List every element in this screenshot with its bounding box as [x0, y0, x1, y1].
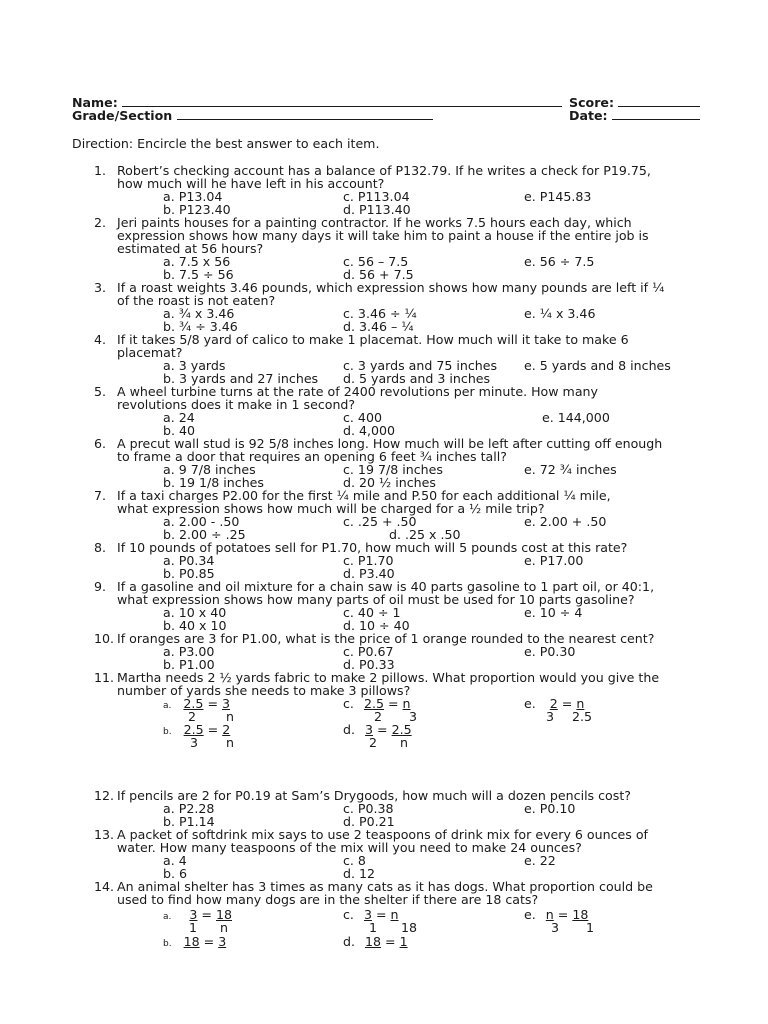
question-text: If a taxi charges P2.00 for the first ¼ mile and P.50 for each additional ¼ mile, — [117, 488, 611, 503]
option-e[interactable]: e. 22 — [524, 853, 556, 868]
question-text: what expression shows how much will be charged for a ½ mile trip? — [117, 501, 545, 516]
numerator: n — [390, 907, 399, 922]
date-label: Date: — [569, 108, 608, 123]
option-letter: c. — [343, 696, 354, 711]
option-d[interactable]: d. 3.46 – ¼ — [343, 319, 414, 334]
score-label: Score: — [569, 95, 614, 110]
equals-sign: = — [203, 722, 223, 737]
denominator: 2 — [374, 709, 383, 724]
equals-sign: = — [381, 934, 400, 949]
option-a[interactable]: a. 3 yards — [163, 358, 226, 373]
option-d[interactable]: d. 12 — [343, 866, 376, 881]
option-a[interactable]: a. 7.5 x 56 — [163, 254, 231, 269]
name-blank[interactable] — [122, 96, 562, 107]
question-number: 1. — [94, 163, 107, 178]
option-b[interactable]: b. P0.85 — [163, 566, 215, 581]
denominator: 3 — [190, 735, 199, 750]
option-d[interactable]: d. 4,000 — [343, 423, 396, 438]
option-e[interactable]: e. P0.10 — [524, 801, 576, 816]
denominator: 2 — [188, 709, 197, 724]
option-d[interactable]: d. 10 ÷ 40 — [343, 618, 410, 633]
option-a[interactable]: a. ¾ x 3.46 — [163, 306, 235, 321]
option-b[interactable]: b. P123.40 — [163, 202, 231, 217]
denominator: 1 — [189, 920, 198, 935]
question-text: what expression shows how many parts of oil must be used for 10 parts gasoline? — [117, 592, 635, 607]
question-text: Robert’s checking account has a balance of P132.79. If he writes a check for P19.75, — [117, 163, 651, 178]
option-a[interactable]: a. P2.28 — [163, 801, 215, 816]
numerator: 2.5 — [363, 696, 384, 711]
grade-section-field[interactable] — [72, 109, 433, 122]
option-letter: e. — [524, 696, 536, 711]
denominator: 1 — [586, 920, 595, 935]
question-text: number of yards she needs to make 3 pillows? — [117, 683, 411, 698]
question-number: 6. — [94, 436, 107, 451]
option-a[interactable]: a. 4 — [163, 853, 187, 868]
denominator: n — [220, 920, 228, 935]
option-c[interactable]: c. 400 — [343, 410, 382, 425]
option-c[interactable]: c. 40 ÷ 1 — [343, 605, 401, 620]
question-number: 2. — [94, 215, 107, 230]
option-letter: c. — [343, 907, 354, 922]
denominator: 3 — [551, 920, 560, 935]
equals-sign: = — [371, 907, 391, 922]
option-b[interactable] — [163, 935, 226, 951]
option-letter: a. — [163, 701, 172, 711]
option-d[interactable]: d. 5 yards and 3 inches — [343, 371, 491, 386]
option-c[interactable]: c. P0.38 — [343, 801, 394, 816]
option-b[interactable]: b. 2.00 ÷ .25 — [163, 527, 246, 542]
option-b[interactable]: b. 7.5 ÷ 56 — [163, 267, 234, 282]
denominator: 2 — [369, 735, 378, 750]
question-number: 7. — [94, 488, 107, 503]
question-text: revolutions does it make in 1 second? — [117, 397, 356, 412]
denominator: 2.5 — [572, 709, 593, 724]
option-b[interactable]: b. 40 x 10 — [163, 618, 227, 633]
denominator: 18 — [401, 920, 418, 935]
numerator: 2.5 — [391, 722, 412, 737]
option-c[interactable]: c. 19 7/8 inches — [343, 462, 443, 477]
denominator: 3 — [546, 709, 555, 724]
option-d[interactable] — [343, 935, 408, 948]
numerator: 2 — [549, 696, 558, 711]
equals-sign: = — [373, 722, 392, 737]
question-number: 11. — [94, 670, 115, 685]
name-label: Name: — [72, 95, 118, 110]
question-text: If 10 pounds of potatoes sell for P1.70, how much will 5 pounds cost at this rate? — [117, 540, 628, 555]
option-e[interactable]: e. 72 ¾ inches — [524, 462, 617, 477]
option-a[interactable]: a. P0.34 — [163, 553, 215, 568]
option-b[interactable]: b. P1.00 — [163, 657, 215, 672]
option-e[interactable]: e. P0.30 — [524, 644, 576, 659]
option-d[interactable]: d. P0.33 — [343, 657, 395, 672]
numerator: 18 — [365, 934, 382, 949]
direction-text: Direction: Encircle the best answer to each item. — [72, 136, 380, 151]
question-number: 3. — [94, 280, 107, 295]
numerator: 18 — [183, 934, 200, 949]
question-text: Jeri paints houses for a painting contractor. If he works 7.5 hours each day, which — [117, 215, 632, 230]
question-text: used to find how many dogs are in the shelter if there are 18 cats? — [117, 892, 539, 907]
option-letter: a. — [163, 912, 172, 922]
option-b[interactable]: b. 6 — [163, 866, 188, 881]
option-letter: d. — [343, 722, 355, 737]
question-text: placemat? — [117, 345, 183, 360]
question-text: If a gasoline and oil mixture for a chain saw is 40 parts gasoline to 1 part oil, or 40:1, — [117, 579, 655, 594]
date-blank[interactable] — [612, 109, 700, 120]
option-c[interactable]: c. P0.67 — [343, 644, 394, 659]
option-e[interactable]: e. ¼ x 3.46 — [524, 306, 596, 321]
question-text: A packet of softdrink mix says to use 2 teaspoons of drink mix for every 6 ounces of — [117, 827, 648, 842]
question-text: expression shows how many days it will take him to paint a house if the entire job is — [117, 228, 649, 243]
question-text: If pencils are 2 for P0.19 at Sam’s Drygoods, how much will a dozen pencils cost? — [117, 788, 631, 803]
equals-sign: = — [199, 934, 219, 949]
option-b[interactable]: b. 40 — [163, 423, 196, 438]
option-a[interactable]: a. P13.04 — [163, 189, 223, 204]
option-c[interactable]: c. 8 — [343, 853, 366, 868]
numerator: 3 — [218, 934, 227, 949]
equals-sign: = — [203, 696, 222, 711]
option-e[interactable]: e. 5 yards and 8 inches — [524, 358, 671, 373]
score-blank[interactable] — [618, 96, 700, 107]
date-field[interactable] — [569, 109, 700, 122]
numerator: n — [402, 696, 411, 711]
option-c[interactable]: c. P113.04 — [343, 189, 410, 204]
option-e[interactable]: e. 2.00 + .50 — [524, 514, 607, 529]
option-c[interactable]: c. P1.70 — [343, 553, 394, 568]
option-c[interactable]: c. 56 – 7.5 — [343, 254, 409, 269]
denominator: 3 — [409, 709, 418, 724]
option-a[interactable]: a. 2.00 - .50 — [163, 514, 240, 529]
numerator: 3 — [222, 696, 231, 711]
numerator: 2.5 — [183, 696, 204, 711]
equals-sign: = — [383, 696, 403, 711]
question-number: 10. — [94, 631, 115, 646]
option-b[interactable]: b. 19 1/8 inches — [163, 475, 264, 490]
option-d[interactable]: d. 56 + 7.5 — [343, 267, 414, 282]
question-text: A precut wall stud is 92 5/8 inches long. How much will be left after cutting off enough — [117, 436, 663, 451]
question-text: Martha needs 2 ½ yards fabric to make 2 pillows. What proportion would you give the — [117, 670, 660, 685]
numerator: 3 — [365, 722, 374, 737]
question-text: of the roast is not eaten? — [117, 293, 276, 308]
denominator: n — [226, 709, 234, 724]
numerator: 2.5 — [183, 722, 204, 737]
denominator: n — [400, 735, 408, 750]
option-d[interactable]: d. P113.40 — [343, 202, 411, 217]
option-e[interactable]: e. 144,000 — [542, 410, 610, 425]
option-d[interactable]: d. .25 x .50 — [389, 527, 461, 542]
question-number: 12. — [94, 788, 115, 803]
question-text: An animal shelter has 3 times as many cats as it has dogs. What proportion could be — [117, 879, 653, 894]
numerator: 2 — [222, 722, 231, 737]
denominator: 1 — [369, 920, 378, 935]
option-d[interactable]: d. 20 ½ inches — [343, 475, 436, 490]
option-b[interactable]: b. 3 yards and 27 inches — [163, 371, 319, 386]
option-d[interactable]: d. P3.40 — [343, 566, 395, 581]
numerator: 1 — [399, 934, 408, 949]
question-number: 5. — [94, 384, 107, 399]
question-number: 4. — [94, 332, 107, 347]
question-text: A wheel turbine turns at the rate of 2400 revolutions per minute. How many — [117, 384, 598, 399]
question-text: If a roast weights 3.46 pounds, which expression shows how many pounds are left if ¼ — [117, 280, 665, 295]
numerator: 3 — [363, 907, 372, 922]
option-b[interactable]: b. P1.14 — [163, 814, 215, 829]
option-a[interactable]: a. 24 — [163, 410, 195, 425]
denominator: n — [226, 735, 234, 750]
option-e[interactable]: e. 10 ÷ 4 — [524, 605, 583, 620]
option-d[interactable]: d. P0.21 — [343, 814, 395, 829]
option-letter: b. — [163, 939, 172, 949]
numerator: n — [576, 696, 585, 711]
option-a[interactable] — [163, 697, 230, 713]
question-number: 8. — [94, 540, 107, 555]
option-c[interactable]: c. 3 yards and 75 inches — [343, 358, 498, 373]
question-text: to frame a door that requires an opening 6 feet ¾ inches tall? — [117, 449, 507, 464]
option-letter: e. — [524, 907, 536, 922]
numerator: 18 — [572, 907, 589, 922]
numerator: 3 — [189, 907, 198, 922]
option-c[interactable]: c. .25 + .50 — [343, 514, 417, 529]
option-letter: b. — [163, 727, 172, 737]
numerator: n — [545, 907, 554, 922]
question-number: 13. — [94, 827, 115, 842]
option-letter: d. — [343, 934, 355, 949]
option-e[interactable]: e. 56 ÷ 7.5 — [524, 254, 595, 269]
option-b[interactable]: b. ¾ ÷ 3.46 — [163, 319, 238, 334]
question-text: water. How many teaspoons of the mix will you need to make 24 ounces? — [117, 840, 582, 855]
option-e[interactable]: e. P145.83 — [524, 189, 592, 204]
question-text: If it takes 5/8 yard of calico to make 1 placemat. How much will it take to make 6 — [117, 332, 629, 347]
option-a[interactable]: a. 10 x 40 — [163, 605, 227, 620]
question-number: 9. — [94, 579, 107, 594]
equals-sign: = — [557, 696, 577, 711]
option-c[interactable]: c. 3.46 ÷ ¼ — [343, 306, 417, 321]
grade-blank[interactable] — [177, 109, 433, 120]
option-a[interactable]: a. 9 7/8 inches — [163, 462, 256, 477]
equals-sign: = — [553, 907, 573, 922]
option-a[interactable]: a. P3.00 — [163, 644, 215, 659]
equals-sign: = — [197, 907, 216, 922]
option-e[interactable]: e. P17.00 — [524, 553, 584, 568]
question-number: 14. — [94, 879, 115, 894]
grade-label: Grade/Section — [72, 108, 173, 123]
question-text: how much will he have left in his account? — [117, 176, 385, 191]
question-text: estimated at 56 hours? — [117, 241, 264, 256]
numerator: 18 — [215, 907, 233, 922]
question-text: If oranges are 3 for P1.00, what is the price of 1 orange rounded to the nearest cent? — [117, 631, 655, 646]
